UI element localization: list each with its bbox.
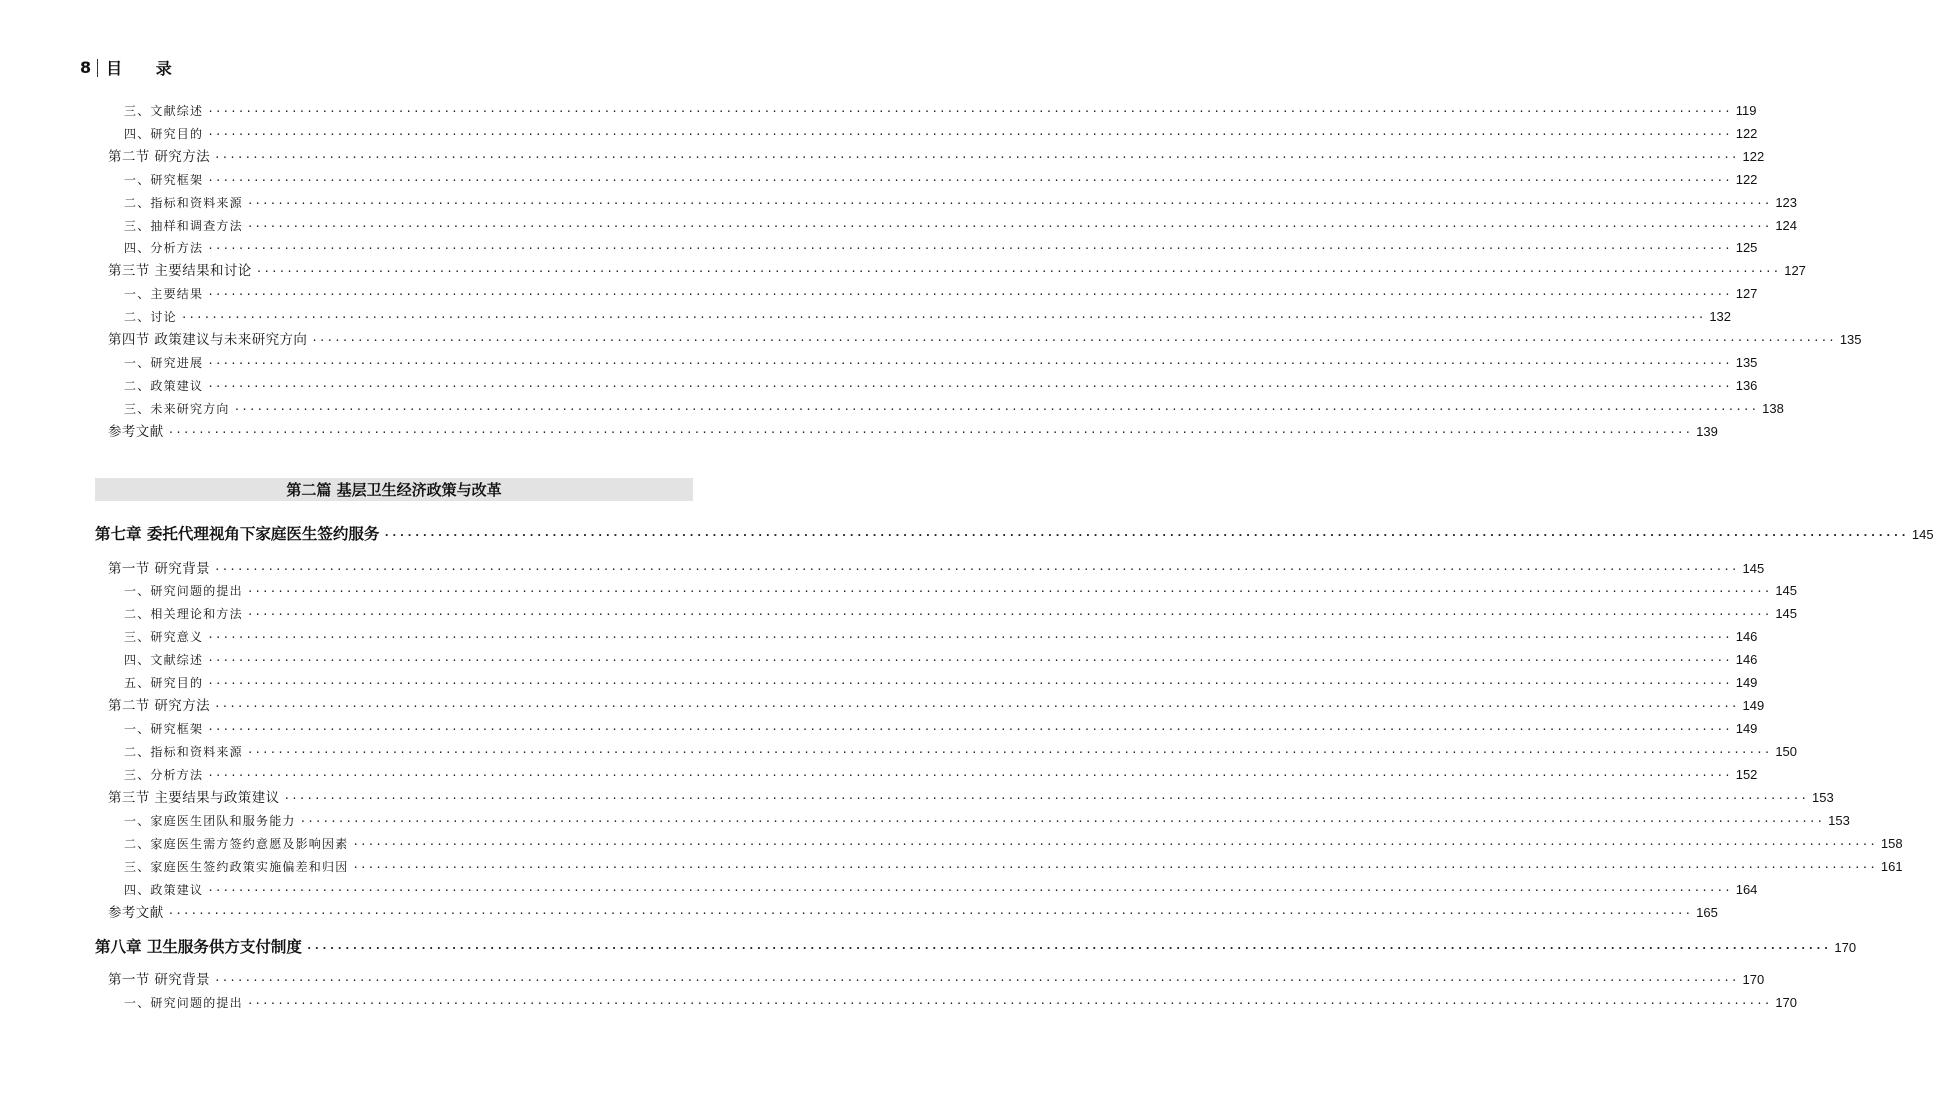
- dot-leader: ········································································································································································································: [180, 311, 1706, 325]
- toc-entry-item[interactable]: [124, 673, 1758, 693]
- toc-entry-item[interactable]: [124, 627, 1758, 647]
- toc-entry-page: 122: [1735, 125, 1758, 141]
- toc-entry-item[interactable]: [124, 834, 1903, 854]
- toc-entry-label: 一、家庭医生团队和服务能力: [124, 814, 296, 828]
- toc-entry-item[interactable]: [124, 857, 1903, 877]
- toc-entry-label: 四、文献综述: [124, 653, 204, 667]
- dot-leader: ········································································································································································································: [167, 425, 1693, 439]
- dot-leader: ········································································································································································································: [214, 150, 1739, 164]
- toc-entry-page: 139: [1696, 423, 1718, 439]
- toc-entry-section[interactable]: [108, 788, 1834, 808]
- dot-leader: ········································································································································································································: [246, 608, 1772, 621]
- toc-entry-label: 一、主要结果: [124, 287, 204, 302]
- toc-entry-label: 第八章 卫生服务供方支付制度: [95, 937, 302, 956]
- page-number: 8: [80, 58, 92, 77]
- toc-entry-item[interactable]: [124, 170, 1758, 190]
- toc-entry-page: 149: [1742, 698, 1765, 713]
- toc-entry-item[interactable]: [124, 993, 1798, 1013]
- toc-entry-page: 146: [1735, 652, 1758, 667]
- toc-entry-page: 170: [1834, 940, 1857, 955]
- dot-leader: ········································································································································································································: [246, 219, 1772, 233]
- toc-entry-item[interactable]: [124, 284, 1758, 304]
- toc-entry-page: 124: [1775, 217, 1798, 233]
- dot-leader: ········································································································································································································: [207, 356, 1732, 370]
- dot-leader: ········································································································································································································: [207, 127, 1732, 141]
- toc-entry-item[interactable]: [124, 376, 1758, 396]
- dot-leader: ········································································································································································································: [246, 196, 1772, 210]
- toc-entry-section[interactable]: [108, 261, 1806, 281]
- toc-entry-page: 122: [1742, 148, 1765, 164]
- toc-entry-section[interactable]: [108, 559, 1765, 579]
- toc-entry-page: 170: [1742, 972, 1765, 987]
- dot-leader: ········································································································································································································: [214, 563, 1739, 576]
- toc-entry-page: 132: [1709, 309, 1732, 325]
- toc-entry-label: 第三节 主要结果与政策建议: [108, 790, 280, 806]
- toc-entry-page: 165: [1696, 905, 1718, 920]
- toc-entry-item[interactable]: [124, 399, 1784, 419]
- toc-entry-label: 一、研究框架: [124, 172, 204, 187]
- dot-leader: ········································································································································································································: [207, 631, 1732, 644]
- toc-entry-label: 二、政策建议: [124, 378, 204, 393]
- toc-entry-label: 一、研究问题的提出: [124, 996, 243, 1010]
- toc-entry-section[interactable]: [108, 422, 1718, 442]
- toc-entry-page: 164: [1735, 882, 1758, 897]
- toc-entry-label: 一、研究问题的提出: [124, 584, 243, 598]
- toc-entry-label: 五、研究目的: [124, 676, 204, 690]
- toc-entry-section[interactable]: [108, 970, 1765, 990]
- dot-leader: ········································································································································································································: [207, 242, 1732, 256]
- toc-entry-label: 三、文献综述: [124, 104, 204, 118]
- dot-leader: ········································································································································································································: [207, 288, 1732, 302]
- toc-entry-page: 127: [1735, 286, 1758, 302]
- toc-entry-label: 第一节 研究背景: [108, 561, 210, 577]
- toc-entry-page: 153: [1828, 813, 1850, 828]
- toc-entry-section[interactable]: [108, 696, 1765, 716]
- toc-entry-page: 145: [1911, 527, 1934, 542]
- toc-entry-item[interactable]: [124, 880, 1758, 900]
- toc-entry-page: 149: [1735, 721, 1758, 736]
- toc-entry-label: 三、未来研究方向: [124, 401, 230, 416]
- dot-leader: ········································································································································································································: [311, 334, 1836, 347]
- toc-entry-label: 四、政策建议: [124, 883, 204, 897]
- toc-entry-label: 二、指标和资料来源: [124, 195, 243, 210]
- toc-entry-item[interactable]: [124, 581, 1798, 601]
- dot-leader: ········································································································································································································: [167, 907, 1693, 920]
- toc-entry-label: 参考文献: [108, 905, 164, 921]
- dot-leader: ········································································································································································································: [246, 746, 1772, 759]
- toc-entry-page: 150: [1775, 744, 1798, 759]
- dot-leader: ········································································································································································································: [383, 529, 1908, 542]
- toc-entry-section[interactable]: [108, 147, 1765, 167]
- dot-leader: ········································································································································································································: [207, 105, 1732, 118]
- dot-leader: ········································································································································································································: [214, 974, 1739, 987]
- running-header: [80, 56, 186, 79]
- toc-entry-section[interactable]: [108, 330, 1862, 350]
- toc-entry-label: 二、相关理论和方法: [124, 607, 243, 621]
- toc-entry-chapter[interactable]: [95, 937, 1857, 957]
- dot-leader: ········································································································································································································: [207, 677, 1732, 690]
- toc-entry-label: 第一节 研究背景: [108, 972, 210, 988]
- dot-leader: ········································································································································································································: [207, 884, 1732, 897]
- dot-leader: ········································································································································································································: [246, 997, 1772, 1010]
- dot-leader: ········································································································································································································: [207, 379, 1732, 393]
- dot-leader: ········································································································································································································: [283, 792, 1809, 805]
- toc-entry-page: 170: [1775, 995, 1798, 1010]
- toc-entry-label: 二、家庭医生需方签约意愿及影响因素: [124, 837, 349, 851]
- dot-leader: ········································································································································································································: [305, 942, 1831, 955]
- dot-leader: ········································································································································································································: [255, 265, 1781, 279]
- dot-leader: ········································································································································································································: [246, 585, 1772, 598]
- dot-leader: ········································································································································································································: [299, 815, 1825, 828]
- toc-entry-label: 参考文献: [108, 423, 164, 440]
- toc-entry-page: 135: [1735, 354, 1758, 370]
- toc-entry-item[interactable]: [124, 811, 1850, 831]
- toc-entry-label: 三、抽样和调查方法: [124, 218, 243, 233]
- toc-entry-item[interactable]: [124, 307, 1732, 327]
- toc-entry-page: 135: [1839, 332, 1862, 347]
- toc-entry-label: 四、分析方法: [124, 241, 204, 256]
- toc-entry-label: 二、讨论: [124, 310, 177, 325]
- toc-entry-label: 第四节 政策建议与未来研究方向: [108, 332, 308, 348]
- dot-leader: ········································································································································································································: [214, 700, 1739, 713]
- toc-entry-label: 第七章 委托代理视角下家庭医生签约服务: [95, 524, 380, 543]
- toc-entry-item[interactable]: [124, 216, 1798, 236]
- header-divider: [97, 59, 98, 77]
- dot-leader: ········································································································································································································: [207, 173, 1732, 187]
- dot-leader: ········································································································································································································: [207, 723, 1732, 736]
- dot-leader: ········································································································································································································: [207, 769, 1732, 782]
- toc-entry-label: 三、分析方法: [124, 768, 204, 782]
- page-title: 目 录: [106, 59, 186, 78]
- toc-entry-page: 122: [1735, 171, 1758, 187]
- toc-entry-item[interactable]: [124, 101, 1757, 121]
- toc-entry-page: 127: [1784, 263, 1806, 279]
- toc-entry-page: 149: [1735, 675, 1758, 690]
- toc-entry-page: 136: [1735, 377, 1758, 393]
- toc-entry-page: 138: [1762, 400, 1784, 416]
- toc-entry-label: 一、研究框架: [124, 722, 204, 736]
- toc-entry-page: 158: [1880, 836, 1903, 851]
- toc-entry-section[interactable]: [108, 903, 1718, 923]
- toc-entry-label: 三、家庭医生签约政策实施偏差和归因: [124, 860, 349, 874]
- toc-entry-page: 145: [1742, 561, 1765, 576]
- toc-entry-page: 119: [1735, 103, 1757, 118]
- toc-entry-page: 161: [1880, 859, 1903, 874]
- toc-entry-label: 一、研究进展: [124, 355, 204, 370]
- toc-entry-page: 153: [1812, 790, 1834, 805]
- toc-entry-item[interactable]: [124, 604, 1798, 624]
- toc-entry-page: 125: [1735, 240, 1758, 256]
- toc-entry-item[interactable]: [124, 353, 1758, 373]
- toc-entry-item[interactable]: [124, 765, 1758, 785]
- toc-entry-page: 123: [1775, 194, 1798, 210]
- toc-entry-label: 第二节 研究方法: [108, 698, 210, 714]
- toc-entry-item[interactable]: [124, 719, 1758, 739]
- toc-entry-page: 145: [1775, 606, 1798, 621]
- toc-entry-label: 三、研究意义: [124, 630, 204, 644]
- toc-entry-page: 146: [1735, 629, 1758, 644]
- toc-entry-page: 145: [1775, 583, 1798, 598]
- toc-entry-item[interactable]: [124, 650, 1758, 670]
- toc-entry-page: 152: [1735, 767, 1758, 782]
- toc-entry-label: 二、指标和资料来源: [124, 745, 243, 759]
- toc-entry-chapter[interactable]: [95, 524, 1934, 544]
- toc-entry-item[interactable]: [124, 193, 1798, 213]
- dot-leader: ········································································································································································································: [352, 838, 1877, 851]
- toc-entry-label: 第二节 研究方法: [108, 148, 210, 165]
- toc-entry-item[interactable]: [124, 742, 1798, 762]
- dot-leader: ········································································································································································································: [352, 861, 1877, 874]
- dot-leader: ········································································································································································································: [233, 402, 1759, 416]
- part-banner: [95, 478, 693, 501]
- toc-entry-item[interactable]: [124, 124, 1758, 144]
- toc-entry-label: 第三节 主要结果和讨论: [108, 263, 252, 280]
- part-title: 第二篇 基层卫生经济政策与改革: [286, 481, 502, 499]
- toc-entry-item[interactable]: [124, 238, 1758, 258]
- toc-entry-label: 四、研究目的: [124, 126, 204, 141]
- dot-leader: ········································································································································································································: [207, 654, 1732, 667]
